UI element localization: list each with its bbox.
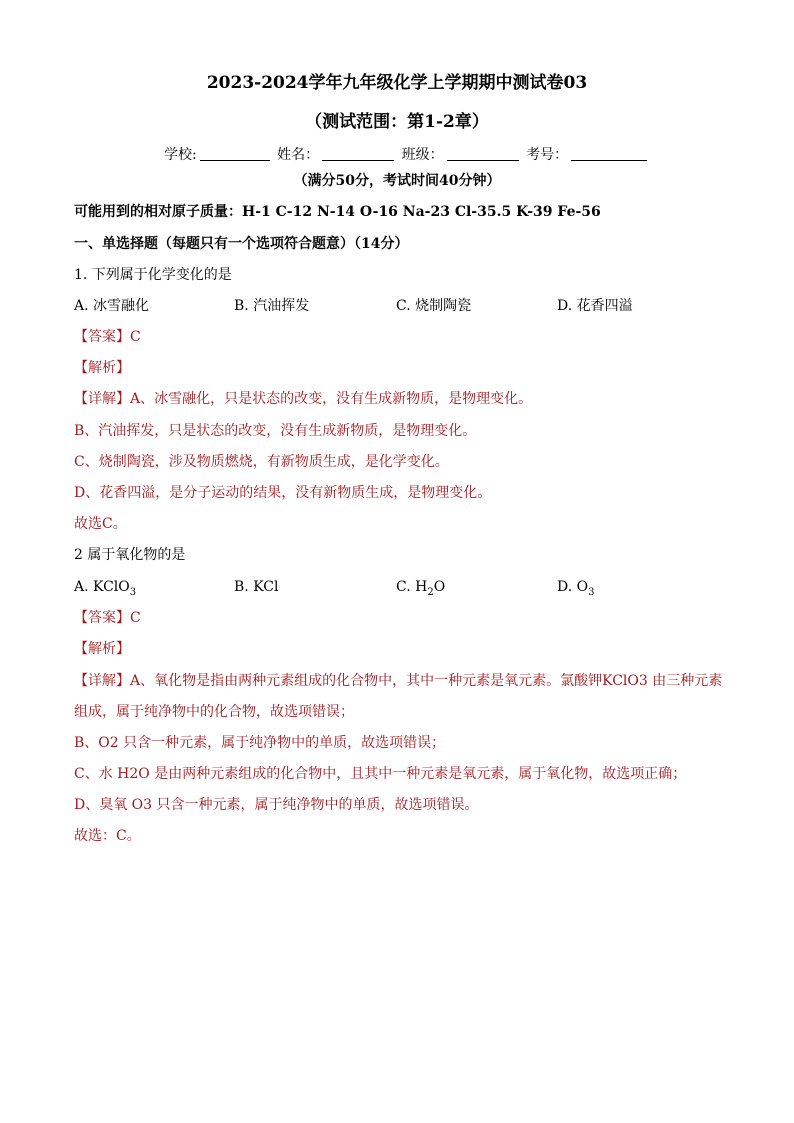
school-label: 学校: <box>164 147 197 163</box>
q2-detail-line: C、水 H2O 是由两种元素组成的化合物中，且其中一种元素是氧元素，属于氧化物，故选项正确； <box>74 766 687 782</box>
q1-detail-line: D、花香四溢，是分子运动的结果，没有新物质生成，是物理变化。 <box>74 485 492 501</box>
q2-conclusion: 故选：C。 <box>74 828 141 844</box>
q1-conclusion: 故选C。 <box>74 516 127 532</box>
number-label: 考号： <box>526 147 569 163</box>
school-blank[interactable] <box>200 146 270 161</box>
q1-detail-line: B、汽油挥发，只是状态的改变，没有生成新物质，是物理变化。 <box>74 423 477 439</box>
q2-detail-line: D、臭氧 O3 只含一种元素，属于纯净物中的单质，故选项错误。 <box>74 797 479 813</box>
q1-stem: 1. 下列属于化学变化的是 <box>74 267 232 283</box>
q2-option-c-text: C. H <box>396 579 428 595</box>
q2-detail-line: 组成，属于纯净物中的化合物，故选项错误； <box>74 704 354 720</box>
atomic-masses: 可能用到的相对原子质量：H-1 C-12 N-14 O-16 Na-23 Cl-35.5 K-39 Fe-56 <box>74 204 601 220</box>
q2-option-a-text: A. KClO <box>74 579 130 595</box>
q2-stem: 2 属于氧化物的是 <box>74 547 186 563</box>
q1-option-a[interactable]: A. 冰雪融化 <box>74 298 150 314</box>
exam-range: （测试范围：第1-2章） <box>305 112 489 132</box>
q2-option-c[interactable] <box>396 578 445 596</box>
section-title: 一、单选择题（每题只有一个选项符合题意）（14分） <box>74 236 409 252</box>
number-blank[interactable] <box>571 146 647 161</box>
q1-option-b[interactable]: B. 汽油挥发 <box>234 298 310 314</box>
q2-option-c-subscript: 2 <box>427 586 434 598</box>
q2-answer: 【答案】C <box>74 610 141 626</box>
q2-option-b-text: B. KCl <box>234 579 279 595</box>
q2-option-b[interactable] <box>234 578 278 596</box>
q2-detail-line: B、O2 只含一种元素，属于纯净物中的单质，故选项错误； <box>74 735 446 751</box>
class-blank[interactable] <box>447 146 519 161</box>
name-label: 姓名： <box>277 147 320 163</box>
q1-option-d[interactable]: D. 花香四溢 <box>557 298 633 314</box>
q1-detail-line: C、烧制陶瓷，涉及物质燃烧，有新物质生成，是化学变化。 <box>74 454 449 470</box>
q2-detail-line: 【详解】A、氧化物是指由两种元素组成的化合物中，其中一种元素是氧元素。氯酸钾KClO3 由三种元素 <box>74 673 723 689</box>
student-info-row <box>164 146 650 164</box>
name-blank[interactable] <box>322 146 394 161</box>
q2-option-d[interactable] <box>557 578 594 596</box>
q2-option-c-tail: O <box>433 579 446 595</box>
q1-detail-line: 【详解】A、冰雪融化，只是状态的改变，没有生成新物质，是物理变化。 <box>74 391 533 407</box>
q2-analysis: 【解析】 <box>74 641 130 657</box>
q1-answer: 【答案】C <box>74 329 141 345</box>
class-label: 班级： <box>401 147 444 163</box>
q2-option-a[interactable] <box>74 578 136 596</box>
q2-option-a-subscript: 3 <box>129 586 137 598</box>
score-note: （满分50分，考试时间40分钟） <box>293 173 501 189</box>
q1-option-c[interactable]: C. 烧制陶瓷 <box>396 298 472 314</box>
exam-title: 2023-2024学年九年级化学上学期期中测试卷03 <box>206 73 588 93</box>
q2-option-d-subscript: 3 <box>588 586 595 598</box>
q2-option-d-text: D. O <box>557 579 589 595</box>
q1-analysis: 【解析】 <box>74 360 130 376</box>
